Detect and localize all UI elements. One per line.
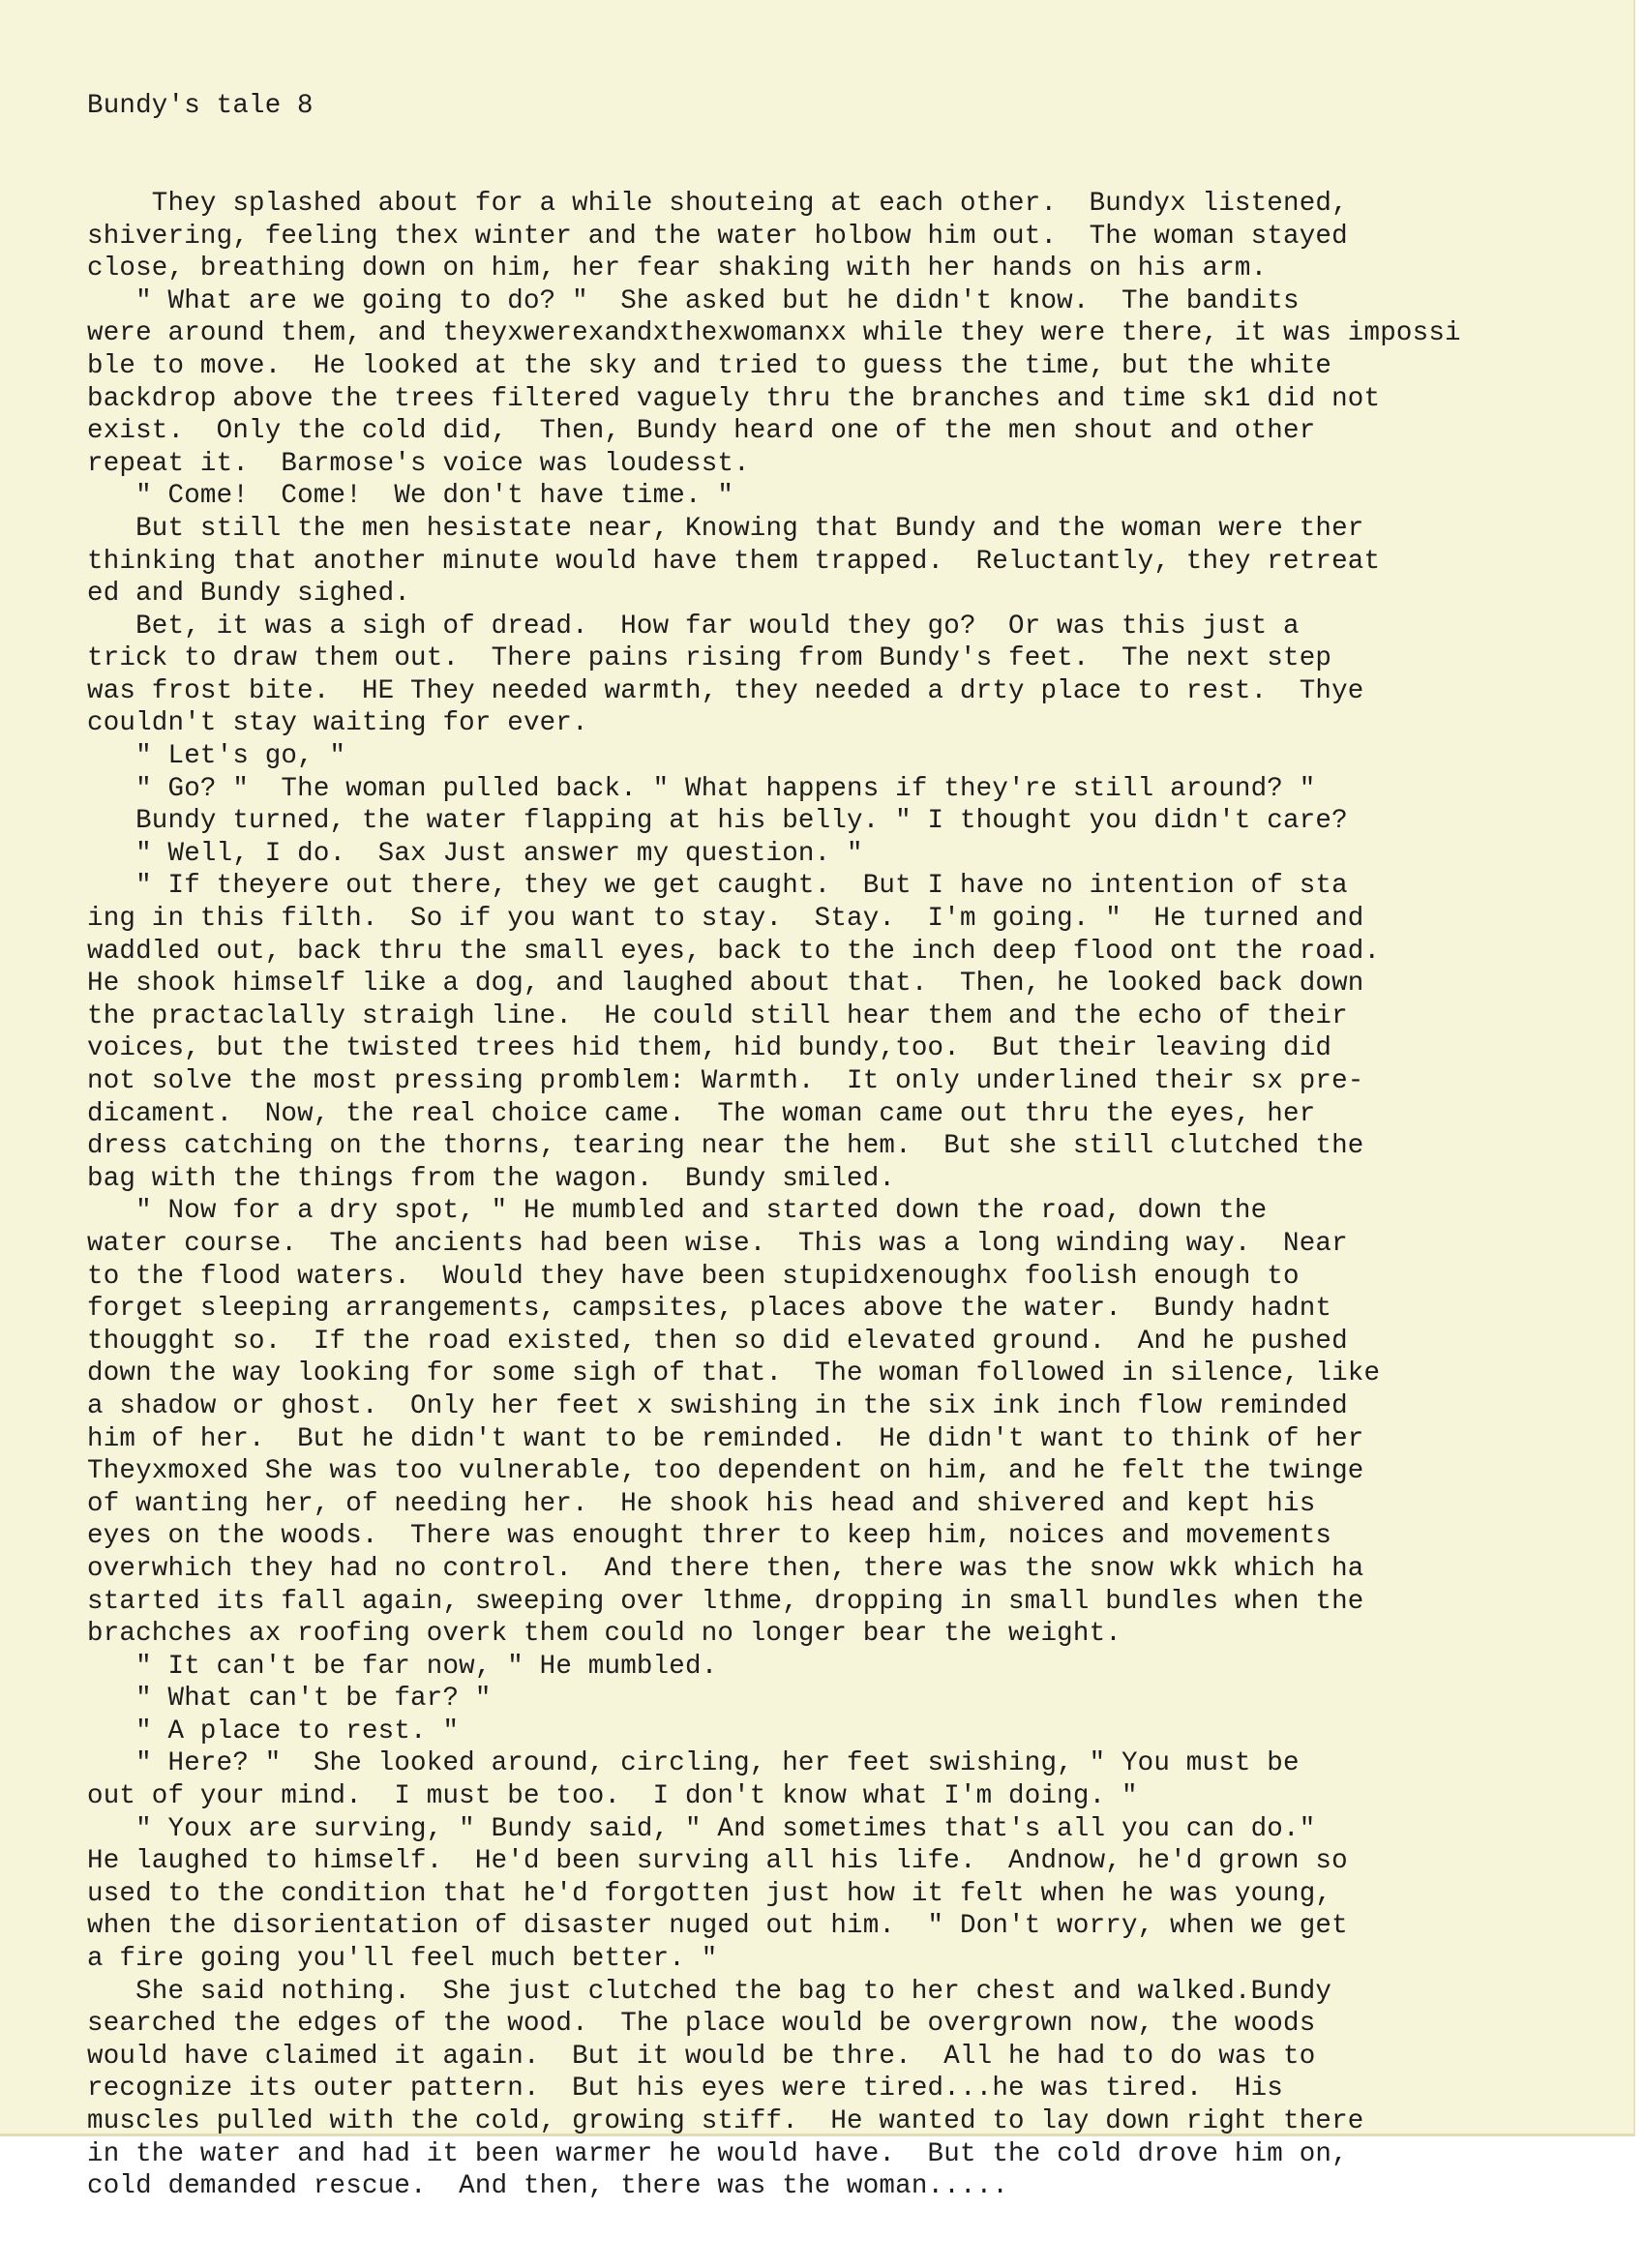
text-line: dress catching on the thorns, tearing near the hem. But she still clutched the [87, 1131, 1364, 1162]
manuscript-text [87, 25, 1633, 2268]
text-line: voices, but the twisted trees hid them, hid bundy,too. But their leaving did [87, 1033, 1332, 1064]
text-line: overwhich they had no control. And there then, there was the snow wkk which ha [87, 1553, 1364, 1584]
text-line: brachches ax roofing overk them could no longer bear the weight. [87, 1619, 1122, 1650]
text-line: She said nothing. She just clutched the bag to her chest and walked.Bundy [87, 1976, 1332, 2007]
text-line: recognize its outer pattern. But his eyes were tired...he was tired. His [87, 2074, 1283, 2104]
text-line: " What can't be far? " [87, 1684, 492, 1715]
text-line: But still the men hesistate near, Knowing that Bundy and the woman were ther [87, 513, 1364, 544]
text-line: a fire going you'll feel much better. " [87, 1944, 718, 1975]
text-line: couldn't stay waiting for ever. [87, 708, 588, 739]
text-line: " What are we going to do? " She asked but he didn't know. The bandits [87, 285, 1300, 316]
text-line: " Youx are surving, " Bundy said, " And sometimes that's all you can do." [87, 1813, 1316, 1844]
text-line: waddled out, back thru the small eyes, back to the inch deep flood ont the road. [87, 936, 1381, 967]
text-line: dicament. Now, the real choice came. The woman came out thru the eyes, her [87, 1098, 1316, 1129]
text-line: He shook himself like a dog, and laughed about that. Then, he looked back down [87, 969, 1364, 1000]
text-line: of wanting her, of needing her. He shook his head and shivered and kept his [87, 1488, 1316, 1519]
text-line: were around them, and theyxwerexandxthexwomanxx while they were there, it was impossi [87, 318, 1461, 349]
text-line: to the flood waters. Would they have been stupidxenoughx foolish enough to [87, 1261, 1300, 1292]
text-line: " Well, I do. Sax Just answer my question. " [87, 838, 863, 869]
text-line: not solve the most pressing promblem: Warmth. It only underlined their sx pre- [87, 1066, 1364, 1096]
text-line: ed and Bundy sighed. [87, 579, 411, 610]
text-line: down the way looking for some sigh of that. The woman followed in silence, like [87, 1358, 1381, 1389]
text-line: repeat it. Barmose's voice was loudesst. [87, 448, 750, 479]
text-line: bag with the things from the wagon. Bundy smiled. [87, 1163, 896, 1194]
text-line: would have claimed it again. But it would be thre. All he had to do was to [87, 2041, 1316, 2072]
text-line: him of her. But he didn't want to be reminded. He didn't want to think of her [87, 1423, 1364, 1454]
text-line: backdrop above the trees filtered vaguely thru the branches and time sk1 did not [87, 383, 1381, 414]
page-number: 8 [296, 91, 314, 122]
text-line: eyes on the woods. There was enought threr to keep him, noices and movements [87, 1521, 1332, 1552]
text-line: " Come! Come! We don't have time. " [87, 481, 734, 512]
text-line: " Now for a dry spot, " He mumbled and started down the road, down the [87, 1196, 1268, 1227]
text-line: Theyxmoxed She was too vulnerable, too dependent on him, and he felt the twinge [87, 1456, 1364, 1487]
text-line: ing in this filth. So if you want to stay. Stay. I'm going. " He turned and [87, 904, 1364, 935]
text-line: " If theyere out there, they we get caught. But I have no intention of sta [87, 871, 1348, 902]
text-line: " A place to rest. " [87, 1716, 460, 1746]
text-line: thougght so. If the road existed, then so did elevated ground. And he pushed [87, 1326, 1348, 1357]
text-line: " Here? " She looked around, circling, her feet swishing, " You must be [87, 1748, 1300, 1779]
text-line: searched the edges of the wood. The place would be overgrown now, the woods [87, 2009, 1316, 2040]
text-line: thinking that another minute would have them trapped. Reluctantly, they retreat [87, 546, 1381, 577]
text-line: out of your mind. I must be too. I don't know what I'm doing. " [87, 1781, 1138, 1812]
text-line: " Let's go, " [87, 741, 346, 772]
text-line: " It can't be far now, " He mumbled. [87, 1651, 718, 1682]
text-line: was frost bite. HE They needed warmth, they needed a drty place to rest. Thye [87, 675, 1364, 706]
text-line: He laughed to himself. He'd been surving all his life. Andnow, he'd grown so [87, 1846, 1348, 1877]
text-line: cold demanded rescue. And then, there was the woman..... [87, 2171, 1009, 2202]
page-header [87, 90, 1633, 123]
text-line: shivering, feeling thex winter and the water holbow him out. The woman stayed [87, 221, 1348, 252]
text-line: when the disorientation of disaster nuged out him. " Don't worry, when we get [87, 1911, 1348, 1942]
text-line: started its fall again, sweeping over lthme, dropping in small bundles when the [87, 1586, 1364, 1617]
text-line: the practaclally straigh line. He could still hear them and the echo of their [87, 1000, 1348, 1031]
text-line: " Go? " The woman pulled back. " What happens if they're still around? " [87, 773, 1316, 804]
text-line: They splashed about for a while shouteing at each other. Bundyx listened, [87, 188, 1348, 219]
text-line: forget sleeping arrangements, campsites, places above the water. Bundy hadnt [87, 1294, 1332, 1325]
text-line: used to the condition that he'd forgotten just how it felt when he was young, [87, 1878, 1332, 1909]
text-line: close, breathing down on him, her fear shaking with her hands on his arm. [87, 254, 1268, 284]
text-line: ble to move. He looked at the sky and tried to guess the time, but the white [87, 350, 1332, 381]
text-line: muscles pulled with the cold, growing stiff. He wanted to lay down right there [87, 2106, 1364, 2136]
text-line: Bundy turned, the water flapping at his belly. " I thought you didn't care? [87, 806, 1348, 837]
text-line: exist. Only the cold did, Then, Bundy heard one of the men shout and other [87, 416, 1316, 447]
header-title: Bundy's tale [87, 91, 282, 122]
text-line: a shadow or ghost. Only her feet x swishing in the six ink inch flow reminded [87, 1390, 1348, 1421]
text-line: Bet, it was a sigh of dread. How far would they go? Or was this just a [87, 611, 1300, 642]
text-line: in the water and had it been warmer he would have. But the cold drove him on, [87, 2138, 1348, 2169]
body-lines [87, 188, 1633, 2203]
text-line: trick to draw them out. There pains rising from Bundy's feet. The next step [87, 643, 1332, 674]
text-line: water course. The ancients had been wise. This was a long winding way. Near [87, 1228, 1348, 1259]
